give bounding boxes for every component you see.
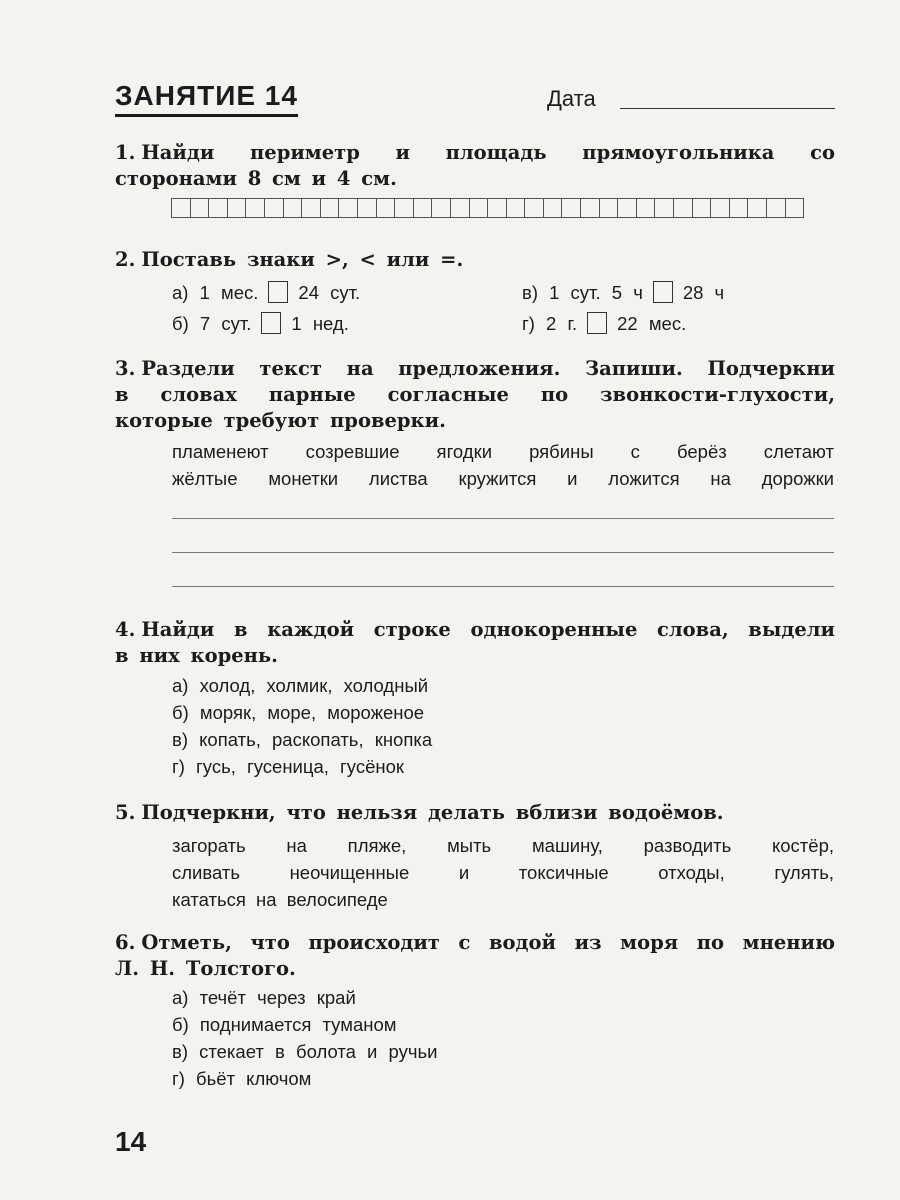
grid-cell[interactable] [673,198,693,218]
grid-cell[interactable] [357,198,377,218]
task-5-line-2[interactable]: сливать неочищенные и токсичные отходы, гулять, [172,862,834,883]
compare-row-a: а) 1 мес. 24 сут. [172,282,361,303]
grid-cell[interactable] [524,198,544,218]
date-input-line[interactable] [620,108,835,109]
grid-cell[interactable] [710,198,730,218]
task-6-option-v[interactable]: в) стекает в болота и ручьи [172,1041,438,1062]
grid-cell[interactable] [729,198,749,218]
task-6-line-2: Л. Н. Толстого. [115,957,296,980]
grid-cell[interactable] [785,198,805,218]
task-4 [115,617,835,669]
grid-cell[interactable] [450,198,470,218]
grid-cell[interactable] [208,198,228,218]
task-4-option-v: в) копать, раскопать, кнопка [172,729,433,750]
grid-cell[interactable] [747,198,767,218]
grid-cell[interactable] [561,198,581,218]
grid-cell[interactable] [599,198,619,218]
task-6-option-a[interactable]: а) течёт через край [172,987,356,1008]
grid-cell[interactable] [376,198,396,218]
date-label: Дата [547,86,596,111]
grid-cell[interactable] [283,198,303,218]
grid-cell[interactable] [320,198,340,218]
compare-answer-box[interactable] [653,281,673,303]
grid-cell[interactable] [431,198,451,218]
answer-line[interactable] [172,552,834,553]
task-3-line-3: которые требуют проверки. [115,409,446,432]
grid-cell[interactable] [543,198,563,218]
grid-cell[interactable] [766,198,786,218]
task-1-line-1: 1. Найди периметр и площадь прямоугольника со [115,141,835,164]
grid-cell[interactable] [580,198,600,218]
grid-cell[interactable] [190,198,210,218]
task-3-passage [172,438,834,492]
passage-line-2: жёлтые монетки листва кружится и ложится на дорожки [172,468,834,489]
grid-cell[interactable] [413,198,433,218]
task-4-line-2: в них корень. [115,644,278,667]
task-3 [115,356,835,434]
task-1 [115,140,835,192]
task-2 [115,247,835,273]
passage-line-1: пламенеют созревшие ягодки рябины с берёз слетают [172,441,834,462]
grid-cell[interactable] [617,198,637,218]
task-1-line-2: сторонами 8 см и 4 см. [115,167,397,190]
grid-cell[interactable] [245,198,265,218]
task-6 [115,930,835,982]
compare-answer-box[interactable] [587,312,607,334]
answer-line[interactable] [172,518,834,519]
grid-cell[interactable] [171,198,191,218]
grid-cell[interactable] [338,198,358,218]
task-6-option-g[interactable]: г) бьёт ключом [172,1068,312,1089]
grid-cell[interactable] [692,198,712,218]
task-5-line-1[interactable]: загорать на пляже, мыть машину, разводить костёр, [172,835,834,856]
page-number: 14 [115,1126,147,1157]
grid-cell[interactable] [301,198,321,218]
compare-row-b: б) 7 сут. 1 нед. [172,313,349,334]
task-4-line-1: 4. Найди в каждой строке однокоренные слова, выдели [115,618,835,641]
compare-row-v: в) 1 сут. 5 ч 28 ч [522,282,725,303]
task-2-text: 2. Поставь знаки >, < или =. [115,248,464,271]
task-5-line-3[interactable]: кататься на велосипеде [172,889,388,910]
grid-cell[interactable] [469,198,489,218]
task-4-option-g: г) гусь, гусеница, гусёнок [172,756,404,777]
task-4-option-b: б) моряк, море, мороженое [172,702,425,723]
grid-cell[interactable] [227,198,247,218]
compare-row-g: г) 2 г. 22 мес. [522,313,687,334]
task-4-option-a: а) холод, холмик, холодный [172,675,429,696]
grid-cell[interactable] [636,198,656,218]
answer-grid[interactable] [172,198,804,218]
task-6-line-1: 6. Отметь, что происходит с водой из моря по мнению [115,931,835,954]
compare-answer-box[interactable] [268,281,288,303]
grid-cell[interactable] [264,198,284,218]
grid-cell[interactable] [654,198,674,218]
task-3-line-2: в словах парные согласные по звонкости-глухости, [115,383,835,406]
task-5 [115,800,835,826]
compare-answer-box[interactable] [261,312,281,334]
answer-line[interactable] [172,586,834,587]
page-header [115,80,835,120]
task-6-option-b[interactable]: б) поднимается туманом [172,1014,397,1035]
grid-cell[interactable] [506,198,526,218]
task-5-text: 5. Подчеркни, что нельзя делать вблизи водоёмов. [115,801,724,824]
lesson-title: ЗАНЯТИЕ 14 [115,80,298,117]
grid-cell[interactable] [394,198,414,218]
grid-cell[interactable] [487,198,507,218]
task-5-passage [172,832,834,913]
task-3-line-1: 3. Раздели текст на предложения. Запиши. Подчеркни [115,357,835,380]
